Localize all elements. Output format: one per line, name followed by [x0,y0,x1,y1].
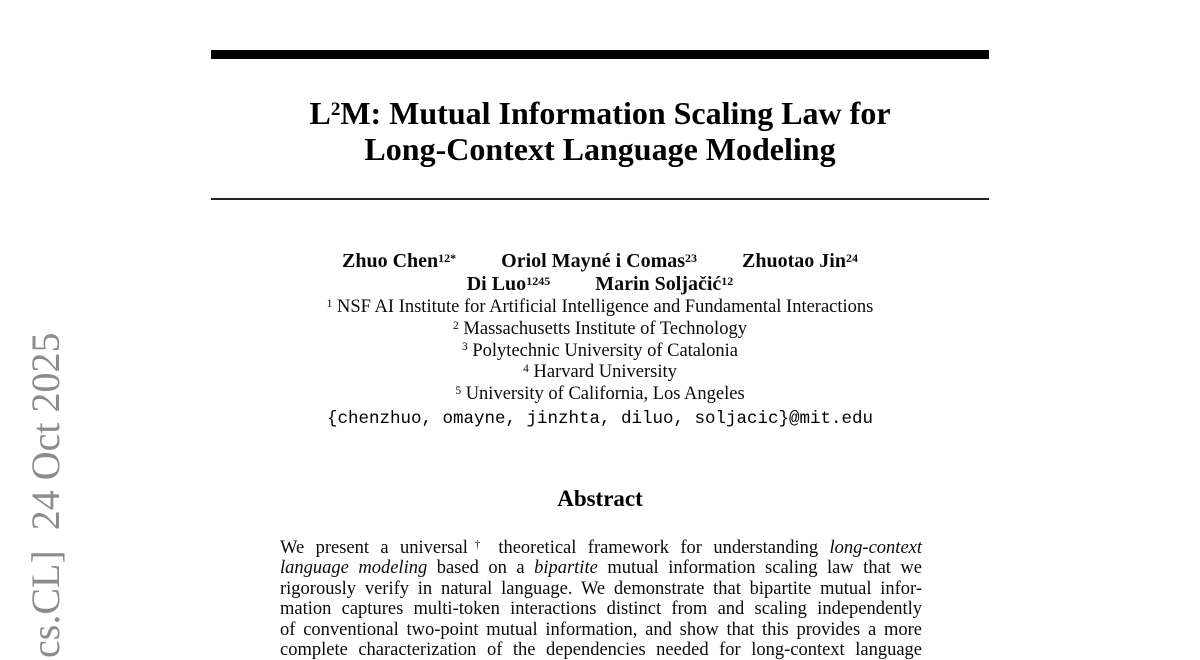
abstract-segment: We present a universal [280,538,468,558]
title-rule-top [211,50,989,59]
abstract-line [280,558,922,578]
affiliation-line: $^5$ University of California, Los Angeles [455,384,745,405]
affiliation-line: $^3$ Polytechnic University of Catalonia [462,340,738,361]
title-line-1 [211,96,989,132]
author-name: Di Luo$^{1245}$ [466,273,551,295]
title-text: L [309,95,331,131]
abstract-segment: theoretical framework for understanding [486,538,830,558]
abstract-segment: long-context [829,538,923,558]
title-text: M: Mutual Information Scaling Law for [340,95,891,131]
abstract-text [280,538,922,660]
abstract-line [280,640,922,660]
superscript: 3 [462,341,468,354]
abstract-line [280,620,922,640]
abstract-segment: based on a [427,558,535,579]
abstract-segment: bipartite [534,558,598,579]
email-line: {chenzhuo, omayne, jinzhta, diluo, soljacic}@mit.edu [326,408,874,429]
author-name: Marin Soljačić$^{12}$ [595,273,734,295]
affiliation-line: $^4$ Harvard University [523,362,677,383]
author-row-2 [211,273,989,296]
title-line-2: Long-Context Language Modeling [364,130,836,167]
abstract-segment: mation captures multi-token interactions distinct from and scaling independently [280,599,922,620]
abstract-segment: complete characterization of the dependencies needed for long-context language [280,639,922,660]
paper-title [211,96,989,167]
author-row-1 [211,250,989,273]
abstract-line [280,538,922,558]
abstract-line [280,579,922,599]
arxiv-watermark: cs.CL] 24 Oct 2025 [23,332,68,658]
abstract-line [280,599,922,619]
affiliation-line: $^2$ Massachusetts Institute of Technology [453,318,747,339]
superscript: 24 [845,250,858,265]
author-name: Zhuo Chen$^{12*}$ [342,250,457,272]
affiliation-line: $^1$ NSF AI Institute for Artificial Intelligence and Fundamental Interactions [326,297,874,317]
author-block [211,250,989,430]
title-rule-bottom [211,198,989,200]
author-name: Oriol Mayné i Comas$^{23}$ [501,250,698,272]
abstract-segment: mutual information scaling law that we [597,558,922,579]
superscript: 4 [523,363,529,376]
author-name: Zhuotao Jin$^{24}$ [742,250,858,272]
affiliations [211,297,989,406]
superscript: 12 [721,273,734,288]
superscript: 5 [455,385,462,398]
superscript: 12* [438,250,457,265]
superscript: 1 [326,297,333,310]
title-superscript: 2 [330,99,341,121]
abstract-segment: language modeling [280,558,428,579]
abstract-segment: † [467,539,487,552]
superscript: 1245 [526,273,551,288]
abstract-heading: Abstract [557,486,643,511]
abstract-segment: of conventional two-point mutual information, and show that this provides a more [280,619,922,640]
superscript: 23 [685,250,698,265]
abstract-segment: rigorously verify in natural language. We demonstrate that bipartite mutual infor- [280,578,922,599]
superscript: 2 [453,319,459,332]
